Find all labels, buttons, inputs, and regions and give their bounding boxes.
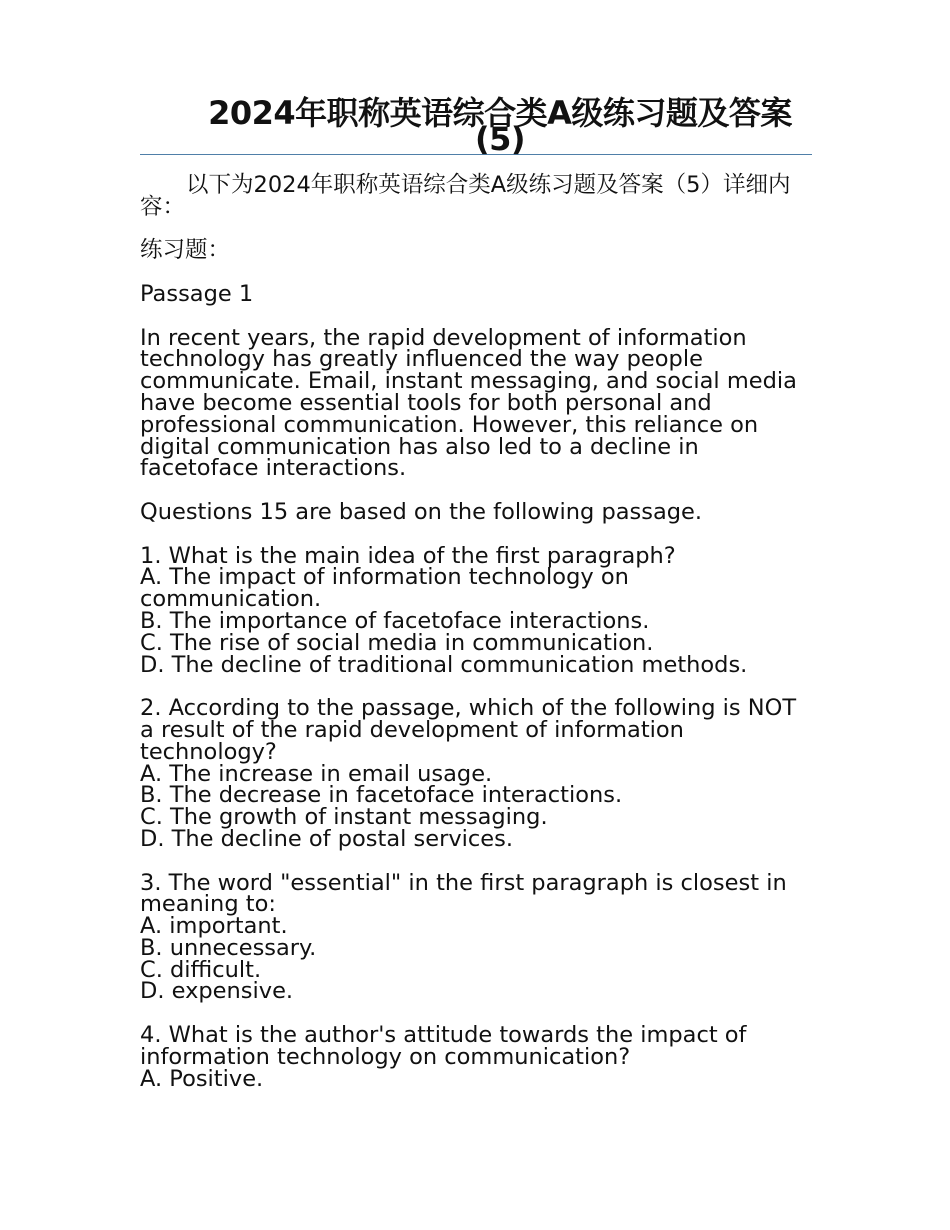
answer-option: B. The decrease in facetoface interactions. [140, 782, 623, 809]
answer-option: A. Positive. [140, 1065, 264, 1092]
document-body [140, 172, 812, 1092]
questions-intro: Questions 15 are based on the following passage. [140, 498, 703, 525]
answer-option: D. expensive. [140, 978, 294, 1005]
intro-paragraph: 以下为2024年职称英语综合类A级练习题及答案（5）详细内容： [140, 172, 791, 220]
answer-option: D. The decline of postal services. [140, 825, 513, 852]
section-heading: 练习题： [140, 237, 231, 264]
answer-option: D. The decline of traditional communication methods. [140, 651, 748, 678]
answer-option: C. difficult. [140, 956, 262, 983]
document-page [140, 94, 812, 1112]
answer-option: B. unnecessary. [140, 934, 317, 961]
answer-option: A. The impact of information technology on communication. [140, 564, 629, 613]
question-text: 3. The word "essential" in the first paragraph is closest in meaning to: [140, 869, 787, 918]
answer-option: A. The increase in email usage. [140, 760, 493, 787]
answer-option: C. The rise of social media in communication. [140, 629, 654, 656]
answer-option: C. The growth of instant messaging. [140, 804, 548, 831]
answer-option: A. important. [140, 913, 288, 940]
question-block [140, 695, 812, 852]
question-block [140, 1022, 812, 1092]
question-block [140, 869, 812, 1005]
question-text: 4. What is the author's attitude towards the impact of information technology on communication? [140, 1022, 747, 1070]
question-text: 2. According to the passage, which of the following is NOT a result of the rapid development of information technology? [140, 695, 797, 765]
passage-paragraph: In recent years, the rapid development of information technology has greatly influenced the way people communicate. Email, instant messaging, and social media have become essential tools for both personal and professional communication. However, this reliance on digital communication has also led to a decline in facetoface interactions. [140, 324, 797, 482]
answer-option: B. The importance of facetoface interactions. [140, 607, 650, 634]
document-title: 2024年职称英语综合类A级练习题及答案(5) [140, 100, 812, 155]
question-text: 1. What is the main idea of the first paragraph? [140, 542, 676, 569]
question-block [140, 542, 812, 678]
passage-heading: Passage 1 [140, 280, 254, 307]
